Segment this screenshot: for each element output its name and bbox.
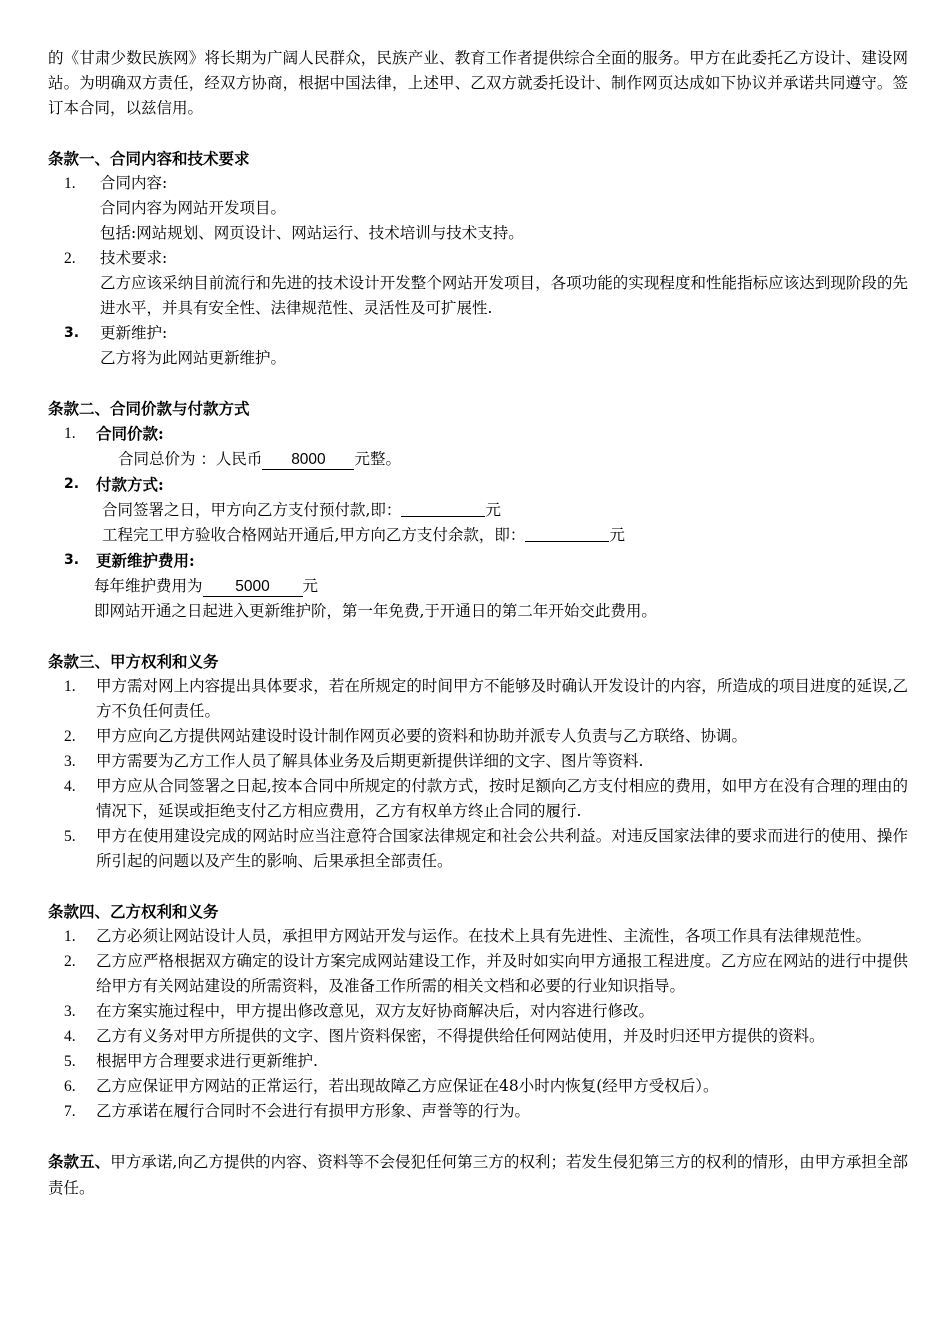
list-item [48, 674, 908, 724]
item-number: 3. [64, 753, 76, 770]
list-item [48, 999, 908, 1024]
item-text: 在方案实施过程中，甲方提出修改意见，双方友好协商解决后，对内容进行修改。 [96, 1002, 655, 1020]
item-label: 更新维护费用: [96, 551, 195, 570]
item-text: 甲方应从合同签署之日起,按本合同中所规定的付款方式，按时足额向乙方支付相应的费用，如甲方在没有合理的理由的情况下，延误或拒绝支付乙方相应费用，乙方有权单方终止合同的履行. [96, 777, 908, 820]
list-item [48, 1099, 908, 1124]
item-number: 2. [64, 953, 76, 970]
item-number: 4. [64, 1028, 76, 1045]
price-value: 8000 [262, 451, 354, 470]
item-number: 5. [64, 1053, 76, 1070]
list-item [48, 949, 908, 999]
fee-suffix: 元 [302, 577, 319, 595]
list-item [48, 824, 908, 874]
clause-four [48, 899, 908, 1124]
clause-one-item-1-line-1: 合同内容为网站开发项目。 [100, 199, 287, 217]
item-text: 甲方在使用建设完成的网站时应当注意符合国家法律规定和社会公共利益。对违反国家法律的要求而进行的使用、操作所引起的问题以及产生的影响、后果承担全部责任。 [96, 827, 908, 870]
clause-two-title: 条款二、合同价款与付款方式 [48, 399, 250, 418]
clause-five-title: 条款五、 [48, 1152, 111, 1171]
item-number: 6. [64, 1078, 76, 1095]
price-suffix: 元整。 [354, 450, 401, 468]
clause-four-title: 条款四、乙方权利和义务 [48, 902, 219, 921]
item-number: 1. [64, 425, 76, 442]
prepayment-prefix: 合同签署之日，甲方向乙方支付预付款,即： [102, 501, 402, 519]
item-number: 2. [64, 250, 76, 267]
clause-three-title: 条款三、甲方权利和义务 [48, 652, 219, 671]
item-text: 甲方应向乙方提供网站建设时设计制作网页必要的资料和协助并派专人负责与乙方联络、协调。 [96, 727, 748, 745]
item-number: 5. [64, 828, 76, 845]
item-number: 4. [64, 778, 76, 795]
item-number: 3. [64, 325, 80, 341]
list-item [48, 1074, 908, 1099]
final-payment-suffix: 元 [609, 526, 625, 544]
item-text: 乙方应保证甲方网站的正常运行，若出现故障乙方应保证在48小时内恢复(经甲方受权后）。 [96, 1077, 719, 1095]
item-label: 更新维护: [100, 324, 168, 342]
list-item [48, 1024, 908, 1049]
item-text: 乙方有义务对甲方所提供的文字、图片资料保密，不得提供给任何网站使用，并及时归还甲方提供的资料。 [96, 1027, 825, 1045]
clause-one-item-2 [48, 246, 908, 271]
list-item [48, 1049, 908, 1074]
contract-price-line [48, 447, 908, 472]
prepayment-line [48, 498, 908, 523]
final-payment-line [48, 523, 908, 548]
item-text: 甲方需对网上内容提出具体要求，若在所规定的时间甲方不能够及时确认开发设计的内容，所造成的项目进度的延误,乙方不负任何责任。 [96, 677, 908, 720]
item-number: 2. [64, 728, 76, 745]
clause-five [48, 1149, 908, 1201]
clause-one [48, 146, 908, 371]
clause-two-item-1 [48, 421, 908, 447]
list-item [48, 774, 908, 824]
final-payment-blank [525, 523, 609, 542]
intro-paragraph: 的《甘肃少数民族网》将长期为广阔人民群众，民族产业、教育工作者提供综合全面的服务。甲方在此委托乙方设计、建设网站。为明确双方责任，经双方协商，根据中国法律，上述甲、乙双方就委托设计、制作网页达成如下协议并承诺共同遵守。签订本合同，以兹信用。 [48, 49, 908, 117]
item-label: 合同价款: [96, 424, 164, 443]
clause-five-text: 甲方承诺,向乙方提供的内容、资料等不会侵犯任何第三方的权利；若发生侵犯第三方的权利的情形，由甲方承担全部责任。 [48, 1153, 908, 1197]
fee-prefix: 每年维护费用为 [94, 577, 203, 595]
item-number: 1. [64, 928, 76, 945]
clause-one-item-1 [48, 171, 908, 196]
prepayment-blank [401, 498, 485, 517]
item-label: 付款方式: [96, 475, 164, 494]
item-text: 根据甲方合理要求进行更新维护. [96, 1052, 318, 1070]
list-item [48, 724, 908, 749]
clause-one-item-2-text: 乙方应该采纳目前流行和先进的技术设计开发整个网站开发项目，各项功能的实现程度和性能指标应该达到现阶段的先进水平，并具有安全性、法律规范性、灵活性及可扩展性. [100, 274, 908, 317]
item-text: 乙方承诺在履行合同时不会进行有损甲方形象、声誉等的行为。 [96, 1102, 531, 1120]
item-text: 甲方需要为乙方工作人员了解具体业务及后期更新提供详细的文字、图片等资料. [96, 752, 644, 770]
list-item [48, 924, 908, 949]
item-number: 1. [64, 175, 76, 192]
clause-one-item-1-line-2: 包括:网站规划、网页设计、网站运行、技术培训与技术支持。 [100, 224, 524, 242]
item-number: 3. [64, 552, 80, 568]
price-prefix: 合同总价为 ：人民币 [118, 450, 263, 468]
clause-one-title: 条款一、合同内容和技术要求 [48, 149, 250, 168]
clause-two-item-3 [48, 548, 908, 574]
prepayment-suffix: 元 [485, 501, 501, 519]
clause-one-item-3 [48, 321, 908, 346]
clause-two [48, 396, 908, 624]
item-number: 7. [64, 1103, 76, 1120]
item-number: 3. [64, 1003, 76, 1020]
maintenance-fee-line [48, 574, 908, 599]
maintenance-fee-note: 即网站开通之日起进入更新维护阶，第一年免费,于开通日的第二年开始交此费用。 [94, 602, 657, 620]
final-payment-prefix: 工程完工甲方验收合格网站开通后,甲方向乙方支付余款，即： [102, 526, 526, 544]
list-item [48, 749, 908, 774]
fee-value: 5000 [203, 578, 303, 597]
clause-three [48, 649, 908, 874]
item-text: 乙方必须让网站设计人员，承担甲方网站开发与运作。在技术上具有先进性、主流性，各项工作具有法律规范性。 [96, 927, 872, 945]
clause-two-item-2 [48, 472, 908, 498]
item-label: 合同内容: [100, 174, 168, 192]
item-label: 技术要求: [100, 249, 168, 267]
item-number: 1. [64, 678, 76, 695]
item-text: 乙方应严格根据双方确定的设计方案完成网站建设工作，并及时如实向甲方通报工程进度。乙方应在网站的进行中提供给甲方有关网站建设的所需资料，及准备工作所需的相关文档和必要的行业知识指导。 [96, 952, 908, 995]
item-number: 2. [64, 476, 80, 492]
contract-document [48, 46, 908, 1201]
clause-one-item-3-text: 乙方将为此网站更新维护。 [100, 349, 287, 367]
